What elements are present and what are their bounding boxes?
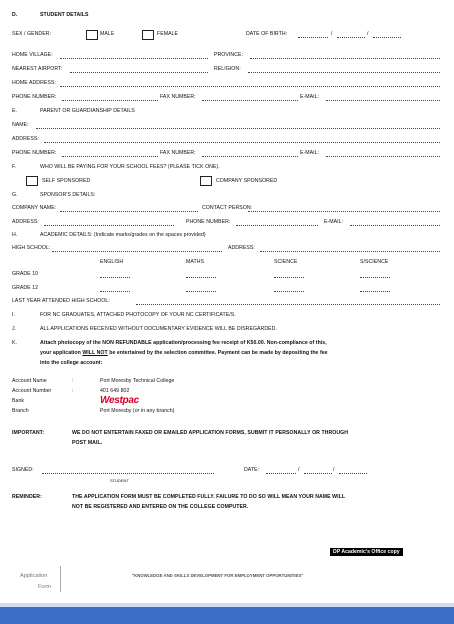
section-k-line3: into the college account:: [40, 360, 103, 366]
phone-field-d[interactable]: [62, 100, 158, 101]
section-f-title: WHO WILL BE PAYING FOR YOUR SCHOOL FEES? (PLEASE TICK ONE).: [40, 164, 220, 170]
grade12-social-science-field[interactable]: [360, 291, 390, 292]
sponsor-email-field[interactable]: [350, 225, 440, 226]
section-h-title: ACADEMIC DETAILS: (Indicate marks/grades on the spaces provided): [40, 232, 206, 238]
phone-field-e[interactable]: [62, 156, 158, 157]
section-d-title: STUDENT DETAILS: [40, 12, 89, 18]
subject-science: SCIENCE: [274, 259, 298, 265]
footer-slogan: "KNOWLEDGE AND SKILLS DEVELOPMENT FOR EMPLOYMENT OPPORTUNITIES": [132, 573, 304, 578]
grade10-english-field[interactable]: [100, 277, 130, 278]
female-checkbox[interactable]: [142, 30, 154, 40]
fax-field-e[interactable]: [202, 156, 298, 157]
sign-date-year-field[interactable]: [339, 473, 367, 474]
colon-1: :: [72, 378, 74, 384]
religion-field[interactable]: [248, 72, 440, 73]
grade12-maths-field[interactable]: [186, 291, 216, 292]
grade10-social-science-field[interactable]: [360, 277, 390, 278]
colon-2: :: [72, 388, 74, 394]
section-g-letter: G.: [12, 192, 18, 198]
section-k-line2-start: your application: [40, 350, 83, 356]
important-line2: POST MAIL.: [72, 440, 103, 446]
footer-application: Application: [20, 573, 48, 579]
email-label-d: E-MAIL:: [300, 94, 320, 100]
subject-english: ENGLISH: [100, 259, 124, 265]
section-g-title: SPONSOR'S DETAILS:: [40, 192, 96, 198]
fax-label-d: FAX NUMBER:: [160, 94, 196, 100]
grade10-maths-field[interactable]: [186, 277, 216, 278]
will-not-emphasis: WILL NOT: [82, 350, 108, 356]
section-k-line2-end: be entertained by the selection committee. Payment can be made by depositing the fee: [107, 350, 328, 356]
footer-form: Form: [38, 584, 52, 590]
reminder-line1: THE APPLICATION FORM MUST BE COMPLETED FULLY. FAILURE TO DO SO WILL MEAN YOUR NAME WILL: [72, 494, 346, 500]
fax-label-e: FAX NUMBER:: [160, 150, 196, 156]
home-address-field[interactable]: [60, 86, 440, 87]
high-school-address-label: ADDRESS:: [228, 245, 255, 251]
branch-label: Branch: [12, 408, 29, 414]
section-i-text: FOR NC GRADUATES, ATTACHED PHOTOCOPY OF YOUR NC CERTIFICATE/S.: [40, 312, 236, 318]
contact-person-field[interactable]: [248, 211, 440, 212]
home-village-field[interactable]: [60, 58, 208, 59]
parent-address-field[interactable]: [44, 142, 440, 143]
section-f-letter: F.: [12, 164, 17, 170]
parent-address-label: ADDRESS:: [12, 136, 39, 142]
sign-date-sep-2: /: [333, 467, 335, 473]
sign-date-sep-1: /: [298, 467, 300, 473]
dob-day-field[interactable]: [298, 37, 328, 38]
section-d-letter: D.: [12, 12, 18, 18]
self-sponsored-label: SELF SPONSORED: [42, 178, 91, 184]
dob-sep-2: /: [367, 31, 369, 37]
phone-label-d: PHONE NUMBER:: [12, 94, 57, 100]
office-copy-label: DP Academic's Office copy: [330, 548, 403, 556]
province-label: PROVINCE:: [214, 52, 243, 58]
section-k-line2: [40, 350, 328, 356]
male-label: MALE: [100, 31, 115, 37]
sign-date-month-field[interactable]: [304, 473, 332, 474]
account-name-label: Account Name: [12, 378, 47, 384]
sponsor-phone-label: PHONE NUMBER:: [186, 219, 231, 225]
section-e-letter: E.: [12, 108, 18, 114]
branch-value: Port Moresby (or in any branch): [100, 408, 175, 414]
home-address-label: HOME ADDRESS:: [12, 80, 56, 86]
dob-label: DATE OF BIRTH:: [246, 31, 288, 37]
religion-label: RELIGION:: [214, 66, 241, 72]
sex-label: SEX / GENDER:: [12, 31, 51, 37]
last-year-field[interactable]: [136, 304, 440, 305]
nearest-airport-field[interactable]: [70, 72, 208, 73]
grade-10-label: GRADE 10: [12, 271, 39, 277]
nearest-airport-label: NEAREST AIRPORT:: [12, 66, 63, 72]
section-k-letter: K.: [12, 340, 18, 346]
high-school-label: HIGH SCHOOL:: [12, 245, 51, 251]
province-field[interactable]: [250, 58, 440, 59]
account-number-value: 401 649 802: [100, 388, 130, 394]
sponsor-address-field[interactable]: [44, 225, 174, 226]
dob-month-field[interactable]: [337, 37, 365, 38]
company-sponsored-checkbox[interactable]: [200, 176, 212, 186]
section-e-title: PARENT OR GUARDIANSHIP DETAILS: [40, 108, 135, 114]
section-h-letter: H.: [12, 232, 18, 238]
reminder-label: REMINDER:: [12, 494, 42, 500]
section-k-line1: Attach photocopy of the NON REFUNDABLE application/processing fee receipt of K50.00. Non-compliance of this,: [40, 340, 327, 346]
contact-person-label: CONTACT PERSON:: [202, 205, 253, 211]
westpac-logo: Westpac: [100, 395, 139, 406]
taskbar: [0, 607, 454, 624]
male-checkbox[interactable]: [86, 30, 98, 40]
account-number-label: Account Number: [12, 388, 52, 394]
grade12-science-field[interactable]: [274, 291, 304, 292]
account-name-value: Port Moresby Technical College: [100, 378, 175, 384]
sponsor-phone-field[interactable]: [236, 225, 318, 226]
dob-year-field[interactable]: [373, 37, 401, 38]
signed-label: SIGNED:: [12, 467, 34, 473]
high-school-address-field[interactable]: [260, 251, 440, 252]
grade-12-label: GRADE 12: [12, 285, 39, 291]
footer-divider: [60, 566, 61, 592]
female-label: FEMALE: [157, 31, 179, 37]
signature-field[interactable]: [42, 473, 214, 474]
bank-label: Bank: [12, 398, 25, 404]
grade12-english-field[interactable]: [100, 291, 130, 292]
self-sponsored-checkbox[interactable]: [26, 176, 38, 186]
email-field-e[interactable]: [326, 156, 440, 157]
section-j-letter: J.: [12, 326, 17, 332]
grade10-science-field[interactable]: [274, 277, 304, 278]
section-j-text: ALL APPLICATIONS RECEIVED WITHOUT DOCUMENTARY EVIDENCE WILL BE DISREGARDED.: [40, 326, 277, 332]
important-label: IMPORTANT:: [12, 430, 45, 436]
reminder-line2: NOT BE REGISTERED AND ENTERED ON THE COLLEGE COMPUTER.: [72, 504, 249, 510]
important-line1: WE DO NOT ENTERTAIN FAXED OR EMAILED APPLICATION FORMS, SUBMIT IT PERSONALLY OR THROUGH: [72, 430, 349, 436]
subject-social-science: S/SCIENCE: [360, 259, 389, 265]
home-village-label: HOME VILLAGE:: [12, 52, 53, 58]
company-name-field[interactable]: [60, 211, 198, 212]
phone-label-e: PHONE NUMBER:: [12, 150, 57, 156]
dob-sep-1: /: [331, 31, 333, 37]
company-sponsored-label: COMPANY SPONSORED: [216, 178, 278, 184]
email-field-d[interactable]: [326, 100, 440, 101]
high-school-field[interactable]: [52, 251, 222, 252]
parent-name-field[interactable]: [36, 128, 440, 129]
parent-name-label: NAME:: [12, 122, 29, 128]
company-name-label: COMPANY NAME:: [12, 205, 57, 211]
student-caption: STUDENT: [110, 478, 129, 483]
subject-maths: MATHS: [186, 259, 205, 265]
date-label: DATE:: [244, 467, 260, 473]
sponsor-address-label: ADDRESS:: [12, 219, 39, 225]
section-i-letter: I.: [12, 312, 15, 318]
sponsor-email-label: E-MAIL:: [324, 219, 344, 225]
sign-date-day-field[interactable]: [266, 473, 296, 474]
email-label-e: E-MAIL:: [300, 150, 320, 156]
fax-field-d[interactable]: [202, 100, 298, 101]
last-year-label: LAST YEAR ATTENDED HIGH SCHOOL:: [12, 298, 110, 304]
